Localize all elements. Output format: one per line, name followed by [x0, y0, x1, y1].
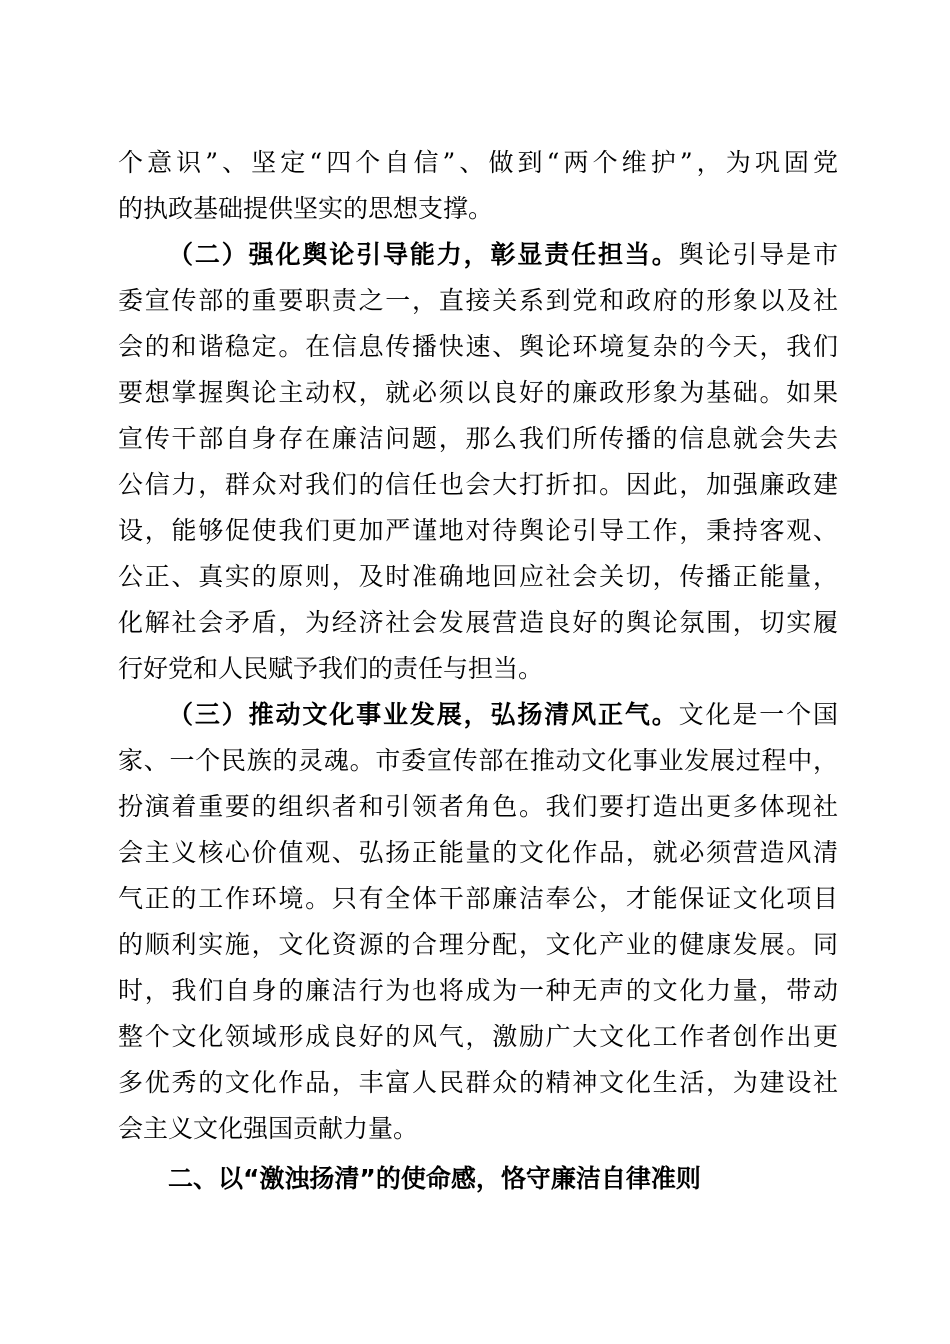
paragraph-line: 家、一个民族的灵魂。市委宣传部在推动文化事业发展过程中，	[118, 746, 838, 775]
paragraph-line: 的执政基础提供坚实的思想支撑。	[118, 194, 494, 223]
paragraph-line: 扮演着重要的组织者和引领者角色。我们要打造出更多体现社	[118, 792, 838, 821]
paragraph-line: 时，我们自身的廉洁行为也将成为一种无声的文化力量，带动	[118, 976, 838, 1005]
paragraph-line: 行好党和人民赋予我们的责任与担当。	[118, 654, 544, 683]
paragraph-line: 会主义文化强国贡献力量。	[118, 1114, 419, 1143]
paragraph-line: 要想掌握舆论主动权，就必须以良好的廉政形象为基础。如果	[118, 378, 838, 407]
paragraph-line: 整个文化领域形成良好的风气，激励广大文化工作者创作出更	[118, 1022, 838, 1051]
paragraph-line: 气正的工作环境。只有全体干部廉洁奉公，才能保证文化项目	[118, 884, 838, 913]
paragraph-line: 个意识”、坚定“四个自信”、做到“两个维护”，为巩固党	[118, 148, 838, 177]
paragraph-line: 会的和谐稳定。在信息传播快速、舆论环境复杂的今天，我们	[118, 332, 838, 361]
paragraph-text: 舆论引导是市	[678, 240, 838, 269]
paragraph-first-line	[168, 692, 838, 738]
paragraph-first-line	[168, 232, 838, 278]
section-heading: 二、以“激浊扬清”的使命感，恪守廉洁自律准则	[168, 1164, 701, 1193]
paragraph-line: 的顺利实施，文化资源的合理分配，文化产业的健康发展。同	[118, 930, 838, 959]
paragraph-line: 化解社会矛盾，为经济社会发展营造良好的舆论氛围，切实履	[118, 608, 838, 637]
paragraph-line: 设，能够促使我们更加严谨地对待舆论引导工作，秉持客观、	[118, 516, 838, 545]
paragraph-line: 多优秀的文化作品，丰富人民群众的精神文化生活，为建设社	[118, 1068, 838, 1097]
paragraph-line: 会主义核心价值观、弘扬正能量的文化作品，就必须营造风清	[118, 838, 838, 867]
paragraph-line: 宣传干部自身存在廉洁问题，那么我们所传播的信息就会失去	[118, 424, 838, 453]
paragraph-line: 公信力，群众对我们的信任也会大打折扣。因此，加强廉政建	[118, 470, 838, 499]
subsection-heading: （二）强化舆论引导能力，彰显责任担当。	[168, 240, 679, 269]
paragraph-line: 委宣传部的重要职责之一，直接关系到党和政府的形象以及社	[118, 286, 838, 315]
paragraph-line: 公正、真实的原则，及时准确地回应社会关切，传播正能量，	[118, 562, 838, 591]
paragraph-text: 文化是一个国	[678, 700, 838, 729]
subsection-heading: （三）推动文化事业发展，弘扬清风正气。	[168, 700, 679, 729]
